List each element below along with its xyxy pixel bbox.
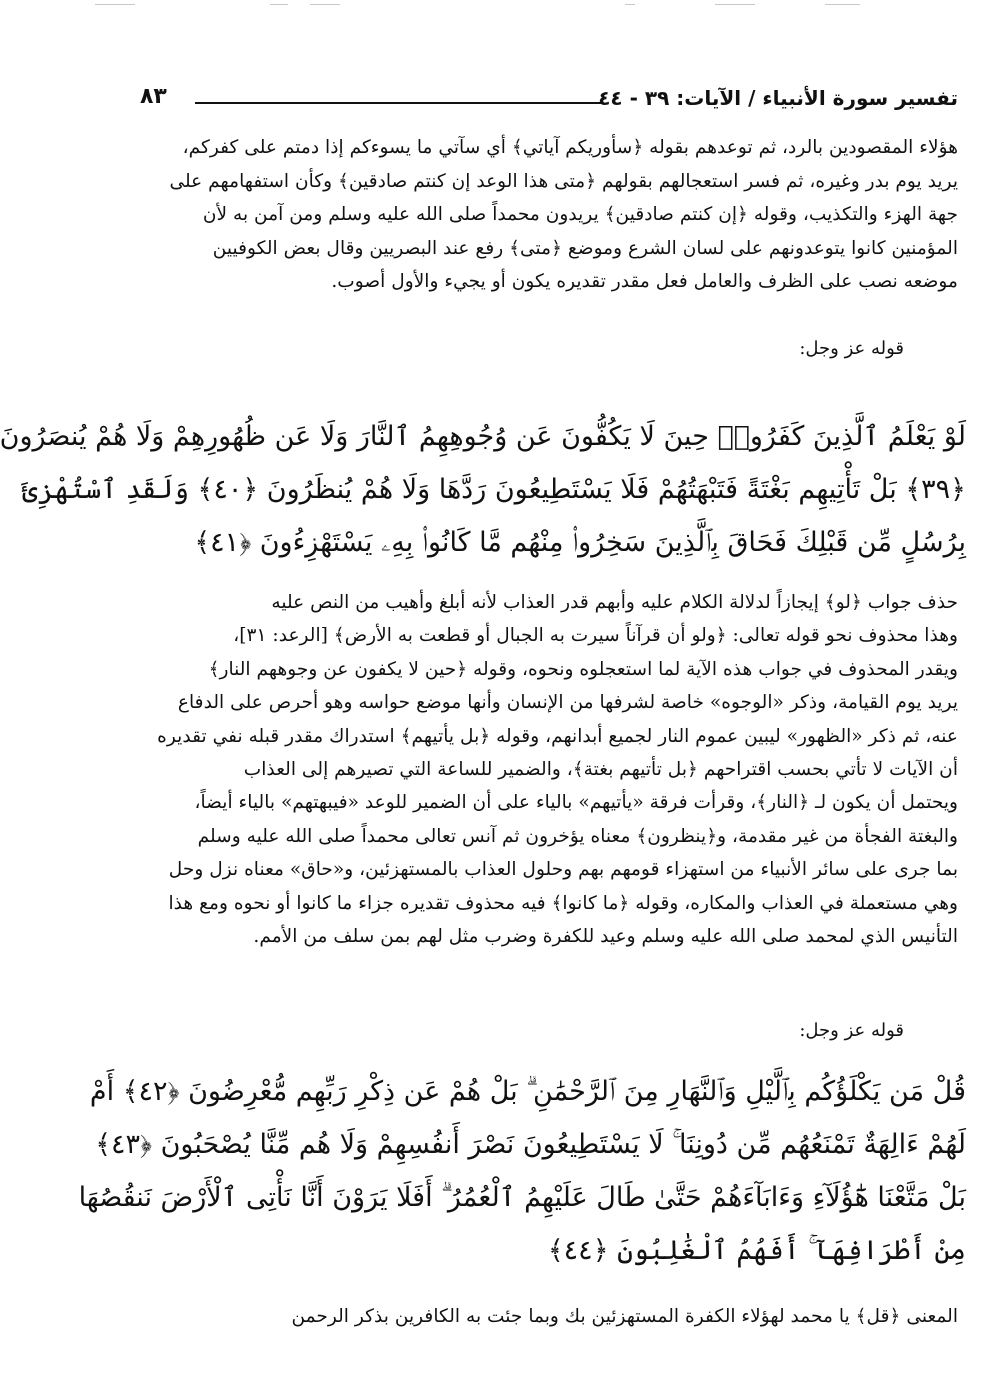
text-line: المؤمنين كانوا يتوعدونهم على لسان الشرع وموضع ﴿متى﴾ رفع عند البصريين وقال بعض الكوفيين <box>212 237 958 259</box>
text-line: موضعه نصب على الظرف والعامل فعل مقدر تقديره يكون أو يجيء والأول أصوب. <box>331 271 958 292</box>
text-line: أن الآيات لا تأتي بحسب اقتراحهم ﴿بل تأتيهم بغتة﴾، والضمير للساعة التي تصيرهم إلى العذاب <box>243 758 958 780</box>
commentary-paragraph-2 <box>137 586 958 953</box>
verse-introduction: قوله عز وجل: <box>799 1020 904 1041</box>
text-line: ويحتمل أن يكون لـ ﴿النار﴾، وقرأت فرقة «يأتيهم» بالياء على أن الضمير للوعد «فيبهتهم» بالياء أيضاً، <box>194 792 958 814</box>
verse-line: مِنْ أَطْرَافِهَآ ۚ أَفَهُمُ ٱلْغَٰلِبُونَ ﴿٤٤﴾ <box>547 1235 966 1266</box>
verse-line: لَوْ يَعْلَمُ ٱلَّذِينَ كَفَرُوا۟ حِينَ لَا يَكُفُّونَ عَن وُجُوهِهِمُ ٱلنَّارَ وَلَا عَن ظُهُورِهِمْ وَلَا هُمْ يُنصَرُونَ <box>0 421 966 452</box>
text-line: ويقدر المحذوف في جواب هذه الآية لما استعجلوه ونحوه، وقوله ﴿حين لا يكفون عن وجوههم النار﴾ <box>208 658 958 680</box>
text-line: يريد يوم القيامة، وذكر «الوجوه» خاصة لشرفها من الإنسان وأنها موضع حواسه وهو أحرص على الدفاع <box>177 692 958 714</box>
verse-line: ﴿٣٩﴾ بَلْ تَأْتِيهِم بَغْتَةً فَتَبْهَتُهُمْ فَلَا يَسْتَطِيعُونَ رَدَّهَا وَلَا هُمْ يُنظَرُونَ ﴿٤٠﴾ وَلَقَدِ ٱسْتُهْزِئَ <box>22 474 966 505</box>
commentary-paragraph-3 <box>137 1300 958 1334</box>
text-line: جهة الهزء والتكذيب، وقوله ﴿إن كنتم صادقين﴾ يريدون محمداً صلى الله عليه وسلم ومن آمن به لأن <box>202 204 958 225</box>
text-line: وهي مستعملة في العذاب والمكاره، وقوله ﴿ما كانوا﴾ فيه محذوف تقديره جزاء ما كانوا أو نحوه ومع هذا <box>168 892 958 914</box>
verse-line: بِرُسُلٍ مِّن قَبْلِكَ فَحَاقَ بِٱلَّذِينَ سَخِرُوا۟ مِنْهُم مَّا كَانُوا۟ بِهِۦ يَسْتَهْزِءُونَ ﴿٤١﴾ <box>194 527 966 558</box>
quran-verses-39-41 <box>0 410 966 569</box>
scan-edge-marks <box>25 4 1000 10</box>
text-line: التأنيس الذي لمحمد صلى الله عليه وسلم وعيد للكفرة وضرب مثل لهم بمن سلف من الأمم. <box>253 925 958 947</box>
text-line: هؤلاء المقصودين بالرد، ثم توعدهم بقوله ﴿سأوريكم آياتي﴾ أي سآتي ما يسوءكم إذا دمتم على كفركم، <box>182 137 958 158</box>
text-line: المعنى ﴿قل﴾ يا محمد لهؤلاء الكفرة المستهزئين بك وبما جئت به الكافرين بذكر الرحمن <box>291 1306 958 1327</box>
running-header <box>140 80 958 120</box>
header-title: تفسير سورة الأنبياء / الآيات: ٣٩ - ٤٤ <box>598 86 958 110</box>
text-line: وهذا محذوف نحو قوله تعالى: ﴿ولو أن قرآناً سيرت به الجبال أو قطعت به الأرض﴾ [الرعد: ٣١]، <box>233 625 958 647</box>
verse-introduction: قوله عز وجل: <box>799 338 904 359</box>
text-line: والبغتة الفجأة من غير مقدمة، و﴿ينظرون﴾ معناه يؤخرون ثم آنس تعالى محمداً صلى الله عليه وسلم <box>197 825 958 847</box>
header-rule <box>195 102 603 104</box>
commentary-paragraph-1 <box>137 131 958 299</box>
page-number: ٨٣ <box>140 84 167 109</box>
text-line: يريد يوم بدر وغيره، ثم فسر استعجالهم بقولهم ﴿متى هذا الوعد إن كنتم صادقين﴾ وكأن استفهامهم على <box>169 170 958 192</box>
text-line: بما جرى على سائر الأنبياء من استهزاء قومهم بهم وحلول العذاب بالمستهزئين، و«حاق» معناه نزل وحل <box>168 859 958 881</box>
verse-line: لَهُمْ ءَالِهَةٌ تَمْنَعُهُم مِّن دُونِنَا ۚ لَا يَسْتَطِيعُونَ نَصْرَ أَنفُسِهِمْ وَلَا هُم مِّنَّا يُصْحَبُونَ ﴿٤٣﴾ <box>95 1129 966 1160</box>
text-line: حذف جواب ﴿لو﴾ إيجازاً لدلالة الكلام عليه وأبهم قدر العذاب لأنه أبلغ وأهيب من النص عليه <box>271 592 958 613</box>
text-line: عنه، ثم ذكر «الظهور» ليبين عموم النار لجميع أبدانهم، وقوله ﴿بل يأتيهم﴾ استدراك مقدر قبله نفي تقديره <box>157 725 958 747</box>
verse-line: قُلْ مَن يَكْلَؤُكُم بِٱلَّيْلِ وَٱلنَّهَارِ مِنَ ٱلرَّحْمَٰنِ ۗ بَلْ هُمْ عَن ذِكْرِ رَبِّهِم مُّعْرِضُونَ ﴿٤٢﴾ أَمْ <box>89 1076 966 1107</box>
verse-line: بَلْ مَتَّعْنَا هَٰٓؤُلَآءِ وَءَابَآءَهُمْ حَتَّىٰ طَالَ عَلَيْهِمُ ٱلْعُمُرُ ۗ أَفَلَا يَرَوْنَ أَنَّا نَأْتِى ٱلْأَرْضَ نَنقُصُهَا <box>78 1182 966 1213</box>
quran-verses-42-44 <box>78 1065 966 1277</box>
